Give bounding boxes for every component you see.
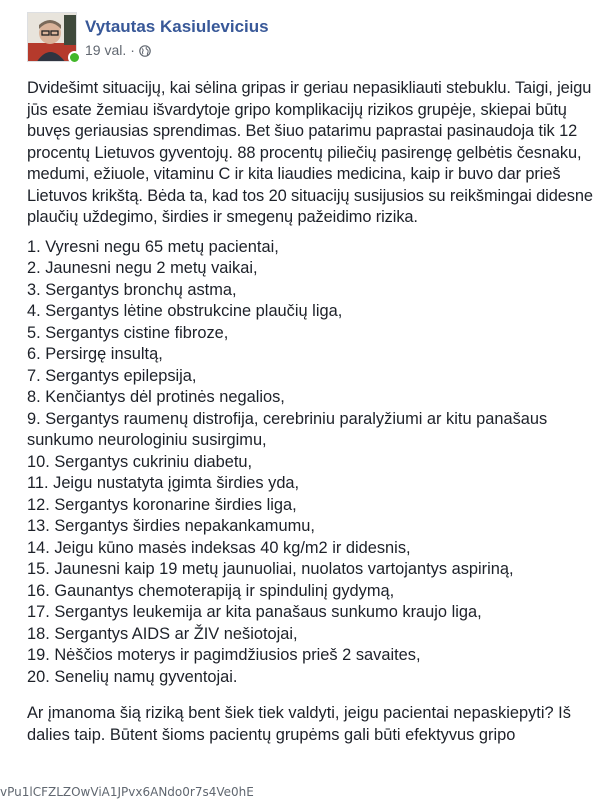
- list-item: 4. Sergantys lėtine obstrukcine plaučių liga,: [27, 302, 343, 320]
- list-item: 8. Kenčiantys dėl protinės negalios,: [27, 388, 285, 406]
- list-item: 19. Nėščios moterys ir pagimdžiusios prieš 2 savaites,: [27, 646, 421, 664]
- list-item: 2. Jaunesni negu 2 metų vaikai,: [27, 259, 258, 277]
- list-item: 13. Sergantys širdies nepakankamumu,: [27, 517, 315, 535]
- list-item: 16. Gaunantys chemoterapiją ir spindulinį gydymą,: [27, 581, 395, 600]
- list-item: 15. Jaunesni kaip 19 metų jaunuoliai, nuolatos vartojantys aspiriną,: [27, 560, 514, 578]
- list-item: 14. Jeigu kūno masės indeksas 40 kg/m2 ir didesnis,: [27, 538, 411, 557]
- post-intro-paragraph: Dvidešimt situacijų, kai sėlina gripas ir geriau nepasikliauti stebuklu. Taigi, jeigu jūs esate žemiau išvardytoje gripo komplikacijų rizikos grupėje, skiepai būtų buvęs geriausias sprendimas. Bet šiuo patarimu paprastai pasinaudoja tik 12 procentų Lietuvos gyventojų. 88 procentų piliečių pasirengę gelbėtis česnaku, medumi, ežiuole, vitaminu C ir kita liaudies medicina, kaip ir buvo dar prieš Lietuvos krikštą. Bėda ta, kad tos 20 situacijų susijusios su reikšmingai didesne plaučių uždegimo, širdies ir smegenų pažeidimo rizika.: [27, 79, 593, 226]
- url-fragment: vPu1lCFZLZOwViA1JPvx6ANdo0r7s4Ve0hE: [0, 784, 616, 800]
- list-item: 11. Jeigu nustatyta įgimta širdies yda,: [27, 474, 300, 492]
- list-item: 9. Sergantys raumenų distrofija, cerebriniu paralyžiumi ar kitu panašaus sunkumo neurologiniu susirgimu,: [27, 409, 548, 449]
- list-item: 1. Vyresni negu 65 metų pacientai,: [27, 237, 279, 256]
- meta-separator: ·: [130, 42, 135, 58]
- list-item: 17. Sergantys leukemija ar kita panašaus sunkumo kraujo liga,: [27, 603, 482, 621]
- list-item: 5. Sergantys cistine fibroze,: [27, 323, 229, 342]
- post-closing-paragraph: Ar įmanoma šią riziką bent šiek tiek valdyti, jeigu pacientai nepaskiepyti? Iš dalies taip. Būtent šioms pacientų grupėms gali būti efektyvus gripo: [27, 704, 571, 744]
- list-item: 3. Sergantys bronchų astma,: [27, 280, 237, 299]
- author-name[interactable]: Vytautas Kasiulevicius: [85, 17, 269, 36]
- list-item: 7. Sergantys epilepsija,: [27, 366, 197, 385]
- list-item: 10. Sergantys cukriniu diabetu,: [27, 452, 253, 471]
- risk-group-list: [27, 237, 599, 689]
- list-item: 18. Sergantys AIDS ar ŽIV nešiotojai,: [27, 624, 298, 643]
- post-body: [27, 78, 599, 746]
- list-item: 6. Persirgę insultą,: [27, 345, 163, 363]
- globe-icon[interactable]: [139, 44, 151, 56]
- post-header: [27, 12, 607, 62]
- online-status-dot: [68, 51, 81, 64]
- list-item: 12. Sergantys koronarine širdies liga,: [27, 495, 297, 514]
- post-timestamp[interactable]: 19 val.: [85, 42, 127, 58]
- list-item: 20. Senelių namų gyventojai.: [27, 667, 238, 686]
- post-meta: [85, 42, 151, 58]
